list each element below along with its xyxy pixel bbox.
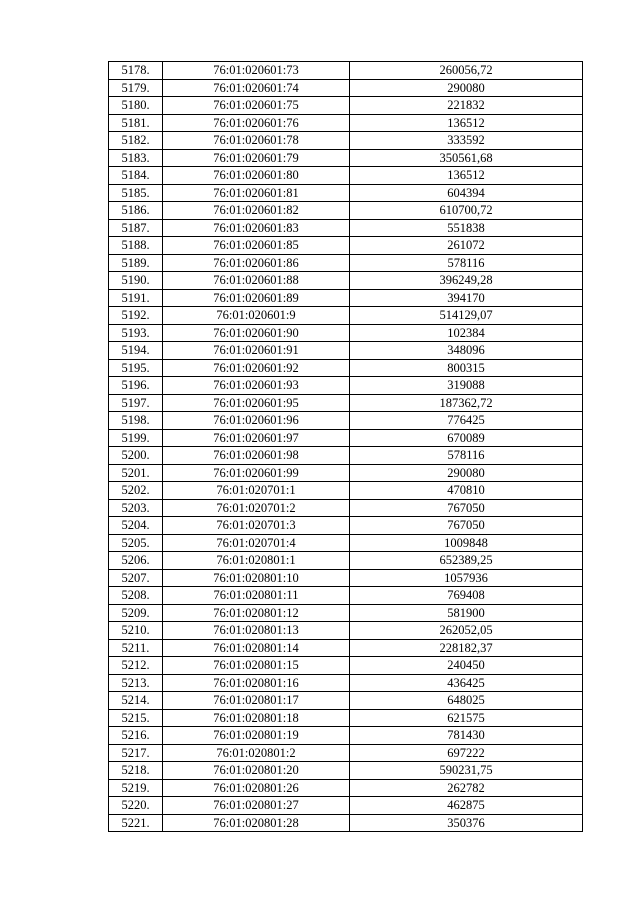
row-number-cell: 5200.: [109, 447, 163, 465]
table-row: [109, 394, 583, 412]
row-number-cell: 5214.: [109, 692, 163, 710]
cadastral-number-cell: 76:01:020601:78: [163, 132, 350, 150]
cadastral-number-cell: 76:01:020801:28: [163, 814, 350, 832]
table-row: [109, 622, 583, 640]
cadastral-number-cell: 76:01:020601:80: [163, 167, 350, 185]
value-cell: 670089: [350, 429, 583, 447]
table-row: [109, 482, 583, 500]
row-number-cell: 5187.: [109, 219, 163, 237]
cadastral-number-cell: 76:01:020801:11: [163, 587, 350, 605]
table-row: [109, 342, 583, 360]
row-number-cell: 5208.: [109, 587, 163, 605]
table-row: [109, 237, 583, 255]
cadastral-number-cell: 76:01:020801:2: [163, 744, 350, 762]
cadastral-number-cell: 76:01:020801:27: [163, 797, 350, 815]
cadastral-number-cell: 76:01:020801:16: [163, 674, 350, 692]
value-cell: 228182,37: [350, 639, 583, 657]
cadastral-number-cell: 76:01:020601:83: [163, 219, 350, 237]
cadastral-value-table: [108, 61, 583, 832]
cadastral-number-cell: 76:01:020601:79: [163, 149, 350, 167]
table-row: [109, 62, 583, 80]
cadastral-number-cell: 76:01:020801:15: [163, 657, 350, 675]
table-row: [109, 184, 583, 202]
table-row: [109, 517, 583, 535]
cadastral-number-cell: 76:01:020601:81: [163, 184, 350, 202]
row-number-cell: 5188.: [109, 237, 163, 255]
cadastral-number-cell: 76:01:020701:2: [163, 499, 350, 517]
table-row: [109, 97, 583, 115]
row-number-cell: 5184.: [109, 167, 163, 185]
value-cell: 697222: [350, 744, 583, 762]
table-row: [109, 412, 583, 430]
table-row: [109, 254, 583, 272]
table-row: [109, 202, 583, 220]
cadastral-number-cell: 76:01:020601:92: [163, 359, 350, 377]
row-number-cell: 5195.: [109, 359, 163, 377]
row-number-cell: 5210.: [109, 622, 163, 640]
value-cell: 551838: [350, 219, 583, 237]
cadastral-number-cell: 76:01:020601:93: [163, 377, 350, 395]
table-row: [109, 552, 583, 570]
value-cell: 776425: [350, 412, 583, 430]
value-cell: 462875: [350, 797, 583, 815]
table-row: [109, 534, 583, 552]
table-row: [109, 219, 583, 237]
value-cell: 604394: [350, 184, 583, 202]
row-number-cell: 5215.: [109, 709, 163, 727]
row-number-cell: 5217.: [109, 744, 163, 762]
row-number-cell: 5220.: [109, 797, 163, 815]
row-number-cell: 5218.: [109, 762, 163, 780]
cadastral-number-cell: 76:01:020601:97: [163, 429, 350, 447]
value-cell: 578116: [350, 447, 583, 465]
value-cell: 581900: [350, 604, 583, 622]
cadastral-number-cell: 76:01:020601:89: [163, 289, 350, 307]
table-row: [109, 604, 583, 622]
cadastral-number-cell: 76:01:020601:96: [163, 412, 350, 430]
cadastral-number-cell: 76:01:020601:85: [163, 237, 350, 255]
value-cell: 290080: [350, 464, 583, 482]
table-row: [109, 587, 583, 605]
value-cell: 769408: [350, 587, 583, 605]
row-number-cell: 5182.: [109, 132, 163, 150]
row-number-cell: 5199.: [109, 429, 163, 447]
row-number-cell: 5206.: [109, 552, 163, 570]
row-number-cell: 5193.: [109, 324, 163, 342]
cadastral-number-cell: 76:01:020601:98: [163, 447, 350, 465]
value-cell: 800315: [350, 359, 583, 377]
table-row: [109, 359, 583, 377]
cadastral-number-cell: 76:01:020601:9: [163, 307, 350, 325]
row-number-cell: 5209.: [109, 604, 163, 622]
value-cell: 262782: [350, 779, 583, 797]
cadastral-number-cell: 76:01:020801:20: [163, 762, 350, 780]
value-cell: 514129,07: [350, 307, 583, 325]
table-row: [109, 674, 583, 692]
row-number-cell: 5212.: [109, 657, 163, 675]
table-row: [109, 324, 583, 342]
value-cell: 319088: [350, 377, 583, 395]
row-number-cell: 5203.: [109, 499, 163, 517]
value-cell: 260056,72: [350, 62, 583, 80]
cadastral-number-cell: 76:01:020701:3: [163, 517, 350, 535]
cadastral-number-cell: 76:01:020701:4: [163, 534, 350, 552]
value-cell: 348096: [350, 342, 583, 360]
value-cell: 290080: [350, 79, 583, 97]
cadastral-number-cell: 76:01:020801:26: [163, 779, 350, 797]
value-cell: 652389,25: [350, 552, 583, 570]
row-number-cell: 5180.: [109, 97, 163, 115]
table-row: [109, 167, 583, 185]
cadastral-number-cell: 76:01:020601:74: [163, 79, 350, 97]
value-cell: 187362,72: [350, 394, 583, 412]
row-number-cell: 5191.: [109, 289, 163, 307]
value-cell: 436425: [350, 674, 583, 692]
cadastral-number-cell: 76:01:020601:82: [163, 202, 350, 220]
table-row: [109, 289, 583, 307]
row-number-cell: 5221.: [109, 814, 163, 832]
value-cell: 261072: [350, 237, 583, 255]
cadastral-number-cell: 76:01:020601:73: [163, 62, 350, 80]
row-number-cell: 5207.: [109, 569, 163, 587]
value-cell: 578116: [350, 254, 583, 272]
value-cell: 262052,05: [350, 622, 583, 640]
value-cell: 470810: [350, 482, 583, 500]
table-row: [109, 797, 583, 815]
cadastral-number-cell: 76:01:020801:12: [163, 604, 350, 622]
value-cell: 240450: [350, 657, 583, 675]
value-cell: 333592: [350, 132, 583, 150]
value-cell: 136512: [350, 167, 583, 185]
table-row: [109, 727, 583, 745]
row-number-cell: 5202.: [109, 482, 163, 500]
table-row: [109, 744, 583, 762]
cadastral-number-cell: 76:01:020801:19: [163, 727, 350, 745]
row-number-cell: 5219.: [109, 779, 163, 797]
value-cell: 621575: [350, 709, 583, 727]
cadastral-number-cell: 76:01:020601:88: [163, 272, 350, 290]
cadastral-number-cell: 76:01:020801:10: [163, 569, 350, 587]
table-row: [109, 149, 583, 167]
table-body: [109, 62, 583, 832]
row-number-cell: 5194.: [109, 342, 163, 360]
row-number-cell: 5186.: [109, 202, 163, 220]
row-number-cell: 5204.: [109, 517, 163, 535]
row-number-cell: 5190.: [109, 272, 163, 290]
row-number-cell: 5201.: [109, 464, 163, 482]
table-row: [109, 499, 583, 517]
table-row: [109, 569, 583, 587]
value-cell: 102384: [350, 324, 583, 342]
cadastral-number-cell: 76:01:020801:18: [163, 709, 350, 727]
table-row: [109, 709, 583, 727]
table-row: [109, 657, 583, 675]
cadastral-number-cell: 76:01:020601:75: [163, 97, 350, 115]
row-number-cell: 5181.: [109, 114, 163, 132]
value-cell: 590231,75: [350, 762, 583, 780]
row-number-cell: 5216.: [109, 727, 163, 745]
row-number-cell: 5205.: [109, 534, 163, 552]
table-row: [109, 814, 583, 832]
value-cell: 221832: [350, 97, 583, 115]
table-row: [109, 272, 583, 290]
cadastral-number-cell: 76:01:020801:17: [163, 692, 350, 710]
cadastral-number-cell: 76:01:020601:99: [163, 464, 350, 482]
row-number-cell: 5185.: [109, 184, 163, 202]
value-cell: 136512: [350, 114, 583, 132]
table-row: [109, 447, 583, 465]
value-cell: 648025: [350, 692, 583, 710]
value-cell: 396249,28: [350, 272, 583, 290]
table-row: [109, 377, 583, 395]
value-cell: 350561,68: [350, 149, 583, 167]
row-number-cell: 5213.: [109, 674, 163, 692]
table-row: [109, 762, 583, 780]
value-cell: 1057936: [350, 569, 583, 587]
cadastral-number-cell: 76:01:020601:76: [163, 114, 350, 132]
row-number-cell: 5179.: [109, 79, 163, 97]
cadastral-number-cell: 76:01:020701:1: [163, 482, 350, 500]
value-cell: 767050: [350, 517, 583, 535]
row-number-cell: 5189.: [109, 254, 163, 272]
cadastral-number-cell: 76:01:020601:90: [163, 324, 350, 342]
table-row: [109, 639, 583, 657]
table-row: [109, 307, 583, 325]
value-cell: 350376: [350, 814, 583, 832]
row-number-cell: 5192.: [109, 307, 163, 325]
table-row: [109, 79, 583, 97]
value-cell: 394170: [350, 289, 583, 307]
row-number-cell: 5196.: [109, 377, 163, 395]
cadastral-number-cell: 76:01:020601:95: [163, 394, 350, 412]
table-row: [109, 464, 583, 482]
cadastral-number-cell: 76:01:020601:91: [163, 342, 350, 360]
row-number-cell: 5211.: [109, 639, 163, 657]
value-cell: 610700,72: [350, 202, 583, 220]
row-number-cell: 5178.: [109, 62, 163, 80]
value-cell: 781430: [350, 727, 583, 745]
cadastral-number-cell: 76:01:020801:14: [163, 639, 350, 657]
table-row: [109, 132, 583, 150]
table-row: [109, 429, 583, 447]
table-row: [109, 692, 583, 710]
row-number-cell: 5198.: [109, 412, 163, 430]
table-row: [109, 114, 583, 132]
table-row: [109, 779, 583, 797]
value-cell: 1009848: [350, 534, 583, 552]
value-cell: 767050: [350, 499, 583, 517]
cadastral-number-cell: 76:01:020801:1: [163, 552, 350, 570]
cadastral-number-cell: 76:01:020801:13: [163, 622, 350, 640]
row-number-cell: 5197.: [109, 394, 163, 412]
row-number-cell: 5183.: [109, 149, 163, 167]
cadastral-number-cell: 76:01:020601:86: [163, 254, 350, 272]
